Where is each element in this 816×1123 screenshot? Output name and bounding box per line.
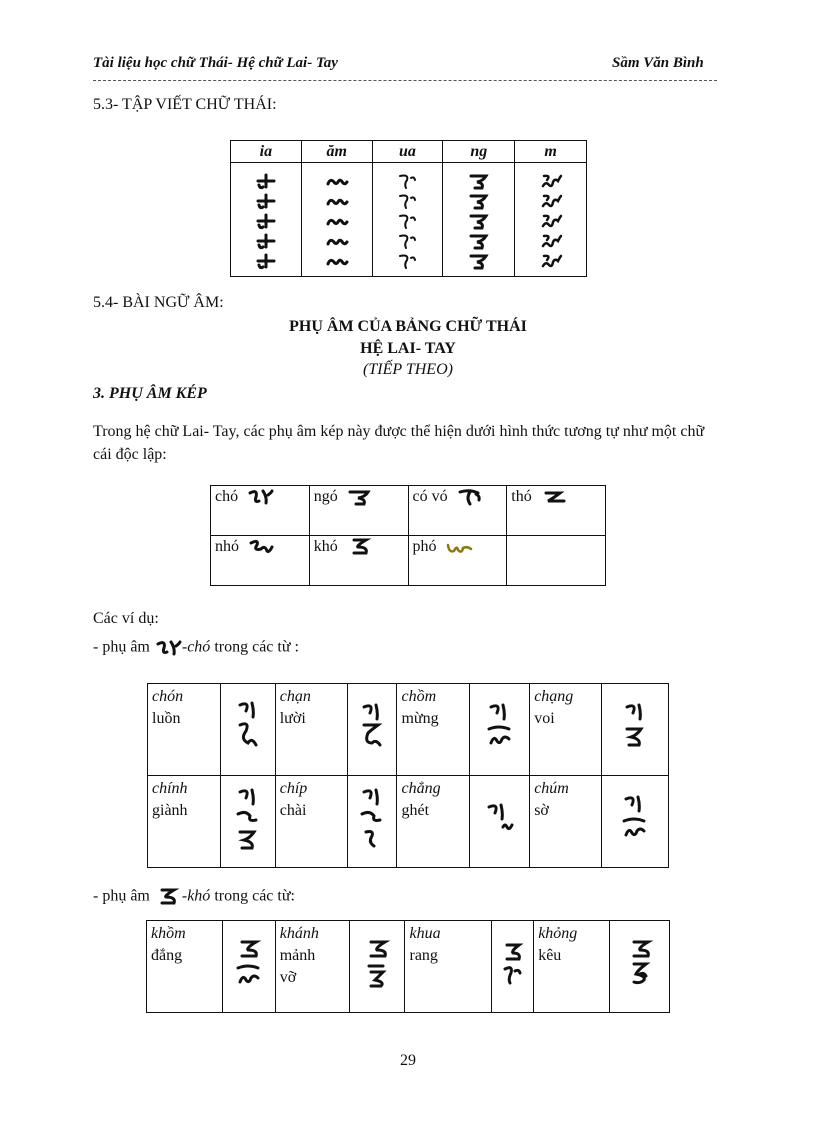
word-cell: chíp chài [275, 776, 347, 868]
word-cell: chồm mừng [397, 684, 470, 776]
col-header: ua [372, 141, 443, 163]
glyph-column [372, 163, 443, 277]
header-author: Sầm Văn Bình [612, 55, 704, 71]
lesson-heading-3: (TIẾP THEO) [363, 361, 453, 378]
thai-ng-glyph-icon [467, 232, 491, 250]
thai-ng-glyph-icon [467, 192, 491, 210]
thai-cho-glyph-icon [154, 638, 182, 658]
glyph-column [515, 163, 587, 277]
glyph-cell [220, 684, 275, 776]
glyph-cell [492, 921, 534, 1013]
thai-m-glyph-icon [539, 252, 563, 270]
thai-m-glyph-icon [539, 172, 563, 190]
thai-word-glyph-icon [363, 934, 391, 994]
thai-am-glyph-icon [325, 172, 349, 190]
thai-ua-glyph-icon [395, 192, 419, 210]
thai-ia-glyph-icon [254, 252, 278, 270]
header-title: Tài liệu học chữ Thái- Hệ chữ Lai- Tay [93, 55, 338, 71]
thai-word-glyph-icon [358, 697, 386, 757]
examples-line-cho: - phụ âm -chó trong các từ : [93, 638, 299, 658]
thai-m-glyph-icon [539, 192, 563, 210]
consonant-cell: chó [211, 486, 310, 536]
cho-examples-table [147, 683, 669, 868]
subsection-title: 3. PHỤ ÂM KÉP [93, 385, 207, 402]
consonant-cell [507, 536, 606, 586]
thai-co-vo-glyph-icon [456, 487, 484, 507]
word-cell: khua rang [405, 921, 492, 1013]
consonant-cell: ngó [309, 486, 408, 536]
thai-ng-glyph-icon [467, 172, 491, 190]
thai-nho-glyph-icon [247, 537, 275, 557]
thai-kho-glyph-icon [154, 887, 182, 907]
thai-ng-glyph-icon [467, 212, 491, 230]
word-cell: khồm đắng [147, 921, 223, 1013]
thai-ua-glyph-icon [395, 172, 419, 190]
thai-word-glyph-icon [234, 784, 262, 854]
thai-word-glyph-icon [620, 789, 650, 849]
word-cell: chính giành [148, 776, 221, 868]
thai-tho-glyph-icon [540, 487, 568, 507]
thai-word-glyph-icon [626, 934, 654, 994]
thai-ia-glyph-icon [254, 192, 278, 210]
consonant-table [210, 485, 606, 586]
examples-intro: Các ví dụ: [93, 610, 159, 627]
thai-kho-glyph-icon [346, 537, 374, 557]
word-cell: chẳng ghét [397, 776, 470, 868]
thai-m-glyph-icon [539, 232, 563, 250]
word-cell: chạng voi [530, 684, 602, 776]
word-cell: chúm sờ [530, 776, 602, 868]
glyph-cell [220, 776, 275, 868]
section-5-4-title: 5.4- BÀI NGỮ ÂM: [93, 294, 224, 311]
consonant-cell: nhó [211, 536, 310, 586]
thai-ia-glyph-icon [254, 212, 278, 230]
consonant-cell: thó [507, 486, 606, 536]
thai-word-glyph-icon [234, 934, 264, 994]
consonant-cell: có vó [408, 486, 507, 536]
glyph-column [443, 163, 515, 277]
glyph-column [231, 163, 302, 277]
word-cell: chón luồn [148, 684, 221, 776]
glyph-cell [470, 776, 530, 868]
col-header: m [515, 141, 587, 163]
page-number: 29 [400, 1052, 416, 1069]
thai-word-glyph-icon [234, 697, 262, 757]
thai-ua-glyph-icon [395, 252, 419, 270]
glyph-cell [470, 684, 530, 776]
glyph-cell [602, 684, 669, 776]
examples-line-kho: - phụ âm -khó trong các từ: [93, 887, 295, 907]
thai-word-glyph-icon [499, 939, 527, 989]
thai-pho-glyph-icon [445, 537, 473, 557]
thai-word-glyph-icon [621, 697, 649, 757]
section-5-3-title: 5.3- TẬP VIẾT CHỮ THÁI: [93, 96, 277, 113]
col-header: ia [231, 141, 302, 163]
word-cell: khỏng kêu [534, 921, 610, 1013]
col-header: ăm [301, 141, 372, 163]
lesson-heading-2: HỆ LAI- TAY [360, 340, 456, 357]
thai-m-glyph-icon [539, 212, 563, 230]
thai-am-glyph-icon [325, 252, 349, 270]
thai-ia-glyph-icon [254, 232, 278, 250]
word-cell: khánh mảnh vỡ [275, 921, 349, 1013]
thai-ua-glyph-icon [395, 212, 419, 230]
glyph-cell [222, 921, 275, 1013]
thai-am-glyph-icon [325, 212, 349, 230]
thai-ua-glyph-icon [395, 232, 419, 250]
consonant-cell: khó [309, 536, 408, 586]
intro-paragraph: Trong hệ chữ Lai- Tay, các phụ âm kép này được thể hiện dưới hình thức tương tự như một chữ cái độc lập: [93, 423, 705, 463]
thai-ng-glyph-icon [467, 252, 491, 270]
consonant-cell: phó [408, 536, 507, 586]
glyph-cell [347, 776, 397, 868]
glyph-cell [610, 921, 670, 1013]
thai-ngo-glyph-icon [346, 487, 374, 507]
glyph-cell [347, 684, 397, 776]
word-cell: chạn lười [275, 684, 347, 776]
glyph-cell [349, 921, 405, 1013]
header-divider [93, 80, 717, 81]
thai-am-glyph-icon [325, 192, 349, 210]
kho-examples-table [146, 920, 670, 1013]
thai-word-glyph-icon [358, 784, 386, 854]
lesson-heading-1: PHỤ ÂM CỦA BẢNG CHỮ THÁI [289, 318, 527, 335]
writing-practice-table [230, 140, 587, 277]
col-header: ng [443, 141, 515, 163]
glyph-column [301, 163, 372, 277]
thai-word-glyph-icon [485, 799, 515, 839]
glyph-cell [602, 776, 669, 868]
thai-cho-glyph-icon [246, 487, 274, 507]
thai-am-glyph-icon [325, 232, 349, 250]
thai-word-glyph-icon [485, 697, 515, 757]
thai-ia-glyph-icon [254, 172, 278, 190]
